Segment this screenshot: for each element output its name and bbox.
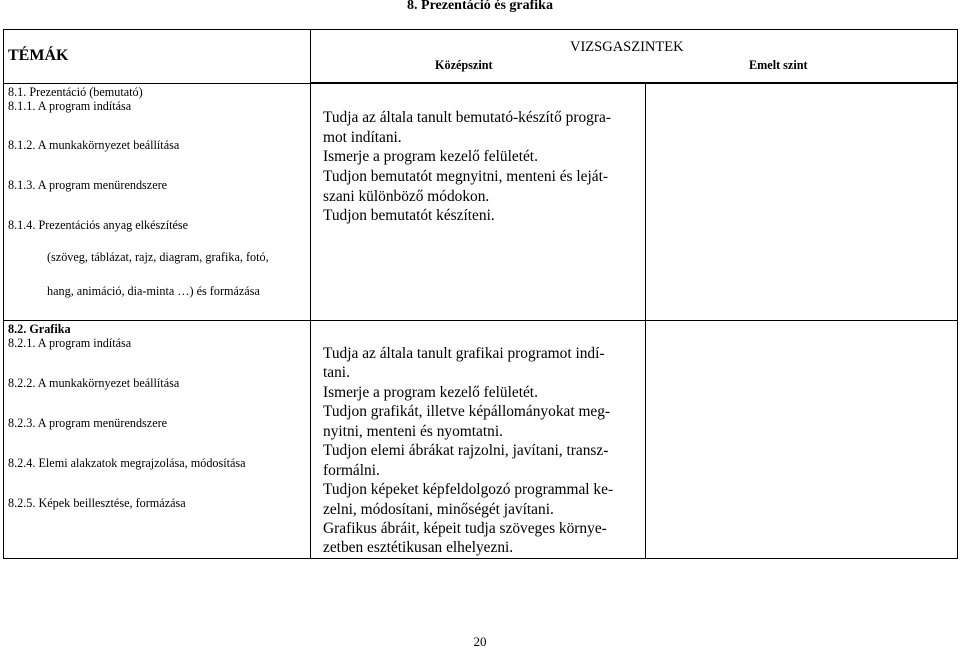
sec2-item: 8.2.1. A program indítása [8,336,132,350]
kozep-label: Középszint [435,58,493,72]
kozep-line: Ismerje a program kezelő felületét. [323,148,538,165]
emelt-label: Emelt szint [749,58,808,72]
sec2-item: 8.2.3. A program menürendszere [8,416,168,430]
temak-header-cell [4,30,311,84]
vizsga-header-cell [311,30,958,83]
sec1-note: (szöveg, táblázat, rajz, diagram, grafika, fotó, [47,250,269,264]
sec1-title: 8.1. Prezentáció (bemutató) [8,85,143,99]
kozep-line: formálni. [323,462,380,479]
sec1-item: 8.1.1. A program indítása [8,99,132,113]
kozep-line: tani. [323,364,350,381]
kozep-line: Tudjon képeket képfeldolgozó programmal ke- [323,481,614,498]
sec2-item: 8.2.5. Képek beillesztése, formázása [8,496,186,510]
sec1-item: 8.1.4. Prezentációs anyag elkészítése [8,218,189,232]
page-header: 8. Prezentáció és grafika [407,0,553,13]
sec1-item: 8.1.3. A program menürendszere [8,178,168,192]
kozep-line: Ismerje a program kezelő felületét. [323,384,538,401]
sec1-note: hang, animáció, dia-minta …) és formázása [47,284,260,298]
sec1-item: 8.1.2. A munkakörnyezet beállítása [8,138,180,152]
sec2-emelt-cell [646,321,958,559]
kozep-line: Grafikus ábráit, képeit tudja szöveges környe- [323,520,607,537]
kozep-line: Tudjon elemi ábrákat rajzolni, javítani, transz- [323,442,609,459]
kozep-line: szani különböző módokon. [323,188,490,205]
vizsga-title: VIZSGASZINTEK [570,39,684,55]
sec1-emelt-cell [646,84,958,321]
sec2-item: 8.2.2. A munkakörnyezet beállítása [8,376,180,390]
kozep-line: Tudja az általa tanult bemutató-készítő progra- [323,109,611,126]
kozep-line: Tudjon bemutatót készíteni. [323,207,495,224]
sec2-kozep-cell [311,321,646,559]
kozep-line: nyitni, menteni és nyomtatni. [323,423,503,440]
kozep-line: zelni, módosítani, minőségét javítani. [323,501,554,518]
curriculum-table [3,29,958,559]
page-number: 20 [473,634,487,649]
kozep-line: mot indítani. [323,129,402,146]
kozep-line: Tudjon grafikát, illetve képállományokat meg- [323,403,611,420]
sec2-title: 8.2. Grafika [8,322,71,336]
kozep-line: Tudja az általa tanult grafikai programot indí- [323,345,605,362]
kozep-line: Tudjon bemutatót megnyitni, menteni és leját- [323,168,608,185]
sec2-item: 8.2.4. Elemi alakzatok megrajzolása, módosítása [8,456,246,470]
kozep-line: zetben esztétikusan elhelyezni. [323,539,514,556]
sec1-topics-cell [4,84,311,321]
sec1-kozep-cell [311,84,646,321]
sec2-topics-cell [4,321,311,559]
temak-title: TÉMÁK [8,47,69,64]
